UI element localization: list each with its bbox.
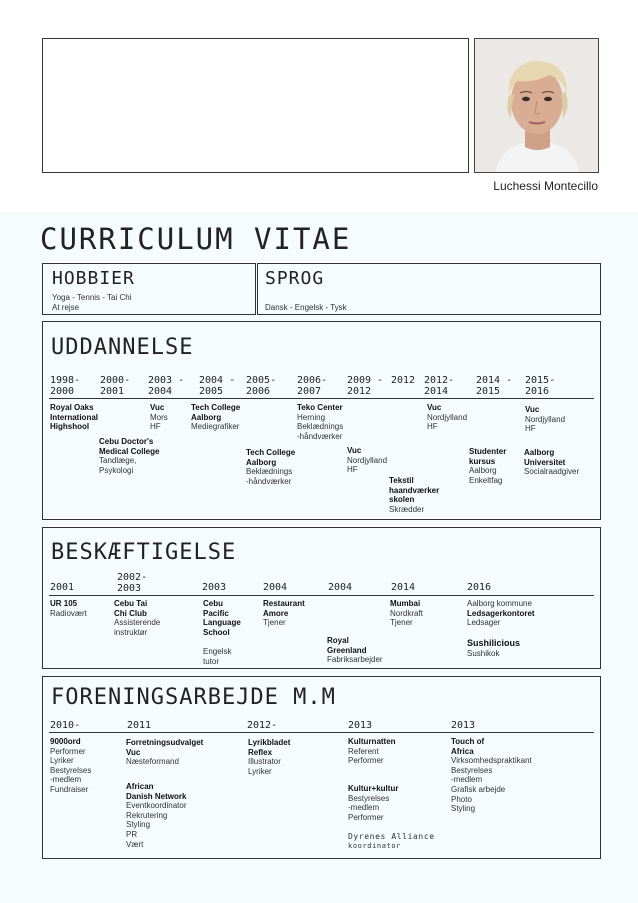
entry-detail: Radiovært <box>50 608 87 618</box>
timeline-rule <box>49 595 594 596</box>
year-label: 2003 - 2004 <box>148 375 185 397</box>
entry-employer: Royal Greenland <box>327 636 367 655</box>
year-label: 2012- 2014 <box>424 375 455 397</box>
education-entry <box>525 405 565 434</box>
year-label: 2016 <box>467 582 492 593</box>
education-entry <box>50 403 98 432</box>
association-entry <box>50 737 91 795</box>
entry-organization: Touch of Africa <box>451 737 485 756</box>
association-entry <box>348 784 398 822</box>
entry-institution: Vuc <box>525 405 540 414</box>
entry-detail: Performer <box>50 746 86 756</box>
entry-detail: Fundraiser <box>50 784 89 794</box>
year-label: 2010- <box>50 720 81 731</box>
employment-entry <box>467 599 535 628</box>
employment-entry <box>114 599 160 637</box>
entry-detail: Grafisk arbejde <box>451 784 506 794</box>
education-entry <box>150 403 168 432</box>
entry-detail: Sushikok <box>467 648 500 658</box>
year-label: 2013 <box>451 720 476 731</box>
entry-organization: 9000ord <box>50 737 81 746</box>
association-entry <box>126 738 203 767</box>
entry-institution: Teko Center <box>297 403 343 412</box>
languages-section <box>257 263 601 315</box>
languages-title: SPROG <box>265 268 325 289</box>
entry-detail: -håndværker <box>246 476 292 486</box>
entry-organization: Kultur+kultur <box>348 784 399 793</box>
entry-detail: Photo <box>451 794 472 804</box>
entry-institution: Vuc <box>427 403 442 412</box>
entry-employer: UR 105 <box>50 599 78 608</box>
year-label: 2014 <box>391 582 416 593</box>
entry-detail: -håndværker <box>297 431 343 441</box>
entry-detail: Tjener <box>390 618 413 628</box>
entry-detail: -medlem <box>451 775 483 785</box>
entry-institution: Tekstil haandværker skolen <box>389 476 440 505</box>
entry-detail: Referent <box>348 746 379 756</box>
entry-detail: Assisterende <box>114 618 161 628</box>
education-entry <box>524 448 579 477</box>
entry-organization: Forretningsudvalget Vuc <box>126 738 204 757</box>
employment-entry <box>467 639 520 658</box>
entry-detail: -medlem <box>348 803 380 813</box>
education-entry <box>297 403 343 441</box>
employment-entry <box>50 599 87 618</box>
year-label: 2012 <box>391 375 416 386</box>
entry-organization: Kulturnatten <box>348 737 396 746</box>
associations-section <box>42 676 601 859</box>
entry-detail: Beklædnings <box>297 422 344 432</box>
year-label: 2002- 2003 <box>117 572 148 594</box>
entry-detail: Eventkoordinator <box>126 801 187 811</box>
entry-detail <box>203 637 241 647</box>
year-label: 2005- 2006 <box>246 375 277 397</box>
employment-entry <box>327 636 383 665</box>
associations-title: FORENINGSARBEJDE M.M <box>51 685 336 710</box>
entry-detail: Herning <box>297 412 326 422</box>
entry-detail: Nordkraft <box>390 608 423 618</box>
entry-detail: Ledsager <box>467 618 501 628</box>
entry-institution: Vuc <box>150 403 165 412</box>
education-entry <box>469 447 506 485</box>
entry-detail: HF <box>347 465 358 475</box>
year-label: 2011 <box>127 720 152 731</box>
education-entry <box>246 448 295 486</box>
employment-title: BESKÆFTIGELSE <box>51 540 237 565</box>
entry-detail: Engelsk <box>203 646 232 656</box>
association-entry <box>248 738 290 776</box>
association-entry <box>451 737 532 814</box>
entry-detail: Performer <box>348 756 384 766</box>
entry-detail: Styling <box>126 820 151 830</box>
year-label: 2014 - 2015 <box>476 375 513 397</box>
year-label: 2000- 2001 <box>100 375 131 397</box>
association-entry <box>348 832 435 851</box>
entry-employer: Mumbai <box>390 599 421 608</box>
year-label: 2004 <box>328 582 353 593</box>
entry-institution: Tech College Aalborg <box>191 403 241 422</box>
entry-detail: Tandlæge, <box>99 456 137 466</box>
entry-institution: Vuc <box>347 446 362 455</box>
year-label: 2006- 2007 <box>297 375 328 397</box>
year-label: 2004 <box>263 582 288 593</box>
entry-detail: Næsteformand <box>126 757 179 767</box>
header-image-frame <box>42 38 469 173</box>
entry-detail: Mediegrafiker <box>191 422 240 432</box>
year-label: 1998- 2000 <box>50 375 81 397</box>
year-label: 2001 <box>50 582 75 593</box>
entry-employer: Ledsagerkontoret <box>467 608 535 618</box>
education-entry <box>427 403 467 432</box>
entry-employer: Restaurant Amore <box>263 599 305 618</box>
entry-institution: Tech College Aalborg <box>246 448 296 467</box>
person-name: Luchessi Montecillo <box>493 179 598 193</box>
entry-detail: Virksomhedspraktikant <box>451 756 532 766</box>
entry-detail: Tjener <box>263 618 286 628</box>
education-entry <box>347 446 387 475</box>
entry-detail: Lyriker <box>248 766 272 776</box>
entry-organization: African Danish Network <box>126 782 187 801</box>
entry-detail: instruktør <box>114 627 148 637</box>
entry-detail: Enkeltfag <box>469 475 503 485</box>
association-entry <box>348 737 396 766</box>
page-title: CURRICULUM VITAE <box>40 222 352 256</box>
entry-detail: Dyrenes Alliance <box>348 832 435 841</box>
hobbies-section <box>42 263 256 315</box>
portrait-photo <box>474 38 599 173</box>
education-entry <box>99 437 159 475</box>
entry-detail: Lyriker <box>50 756 74 766</box>
entry-detail: tutor <box>203 656 220 666</box>
entry-detail: Nordjylland <box>427 412 468 422</box>
entry-detail: Rekrutering <box>126 810 168 820</box>
entry-detail: Bestyrelses <box>348 793 390 803</box>
education-title: UDDANNELSE <box>51 335 194 360</box>
education-entry <box>389 476 439 514</box>
hobbies-line: Yoga - Tennis - Tai Chi <box>52 293 132 302</box>
entry-detail: Aalborg kommune <box>467 599 532 608</box>
timeline-rule <box>49 732 594 733</box>
year-label: 2015- 2016 <box>525 375 556 397</box>
languages-line: Dansk - Engelsk - Tysk <box>265 303 347 312</box>
entry-institution: Royal Oaks International Highshool <box>50 403 99 432</box>
entry-detail: HF <box>525 424 536 434</box>
year-label: 2012- <box>247 720 278 731</box>
entry-detail: Illustrator <box>248 757 281 767</box>
education-section <box>42 321 601 520</box>
entry-detail: Styling <box>451 804 476 814</box>
entry-detail: HF <box>150 422 161 432</box>
entry-institution: Cebu Doctor's Medical College <box>99 437 160 456</box>
employment-section <box>42 527 601 669</box>
entry-institution: Aalborg Universitet <box>524 448 566 467</box>
employment-entry <box>390 599 423 628</box>
year-label: 2003 <box>202 582 227 593</box>
year-label: 2009 - 2012 <box>347 375 384 397</box>
entry-detail: HF <box>427 422 438 432</box>
entry-detail: Socialraadgiver <box>524 467 580 477</box>
entry-detail: Skrædder <box>389 504 425 514</box>
employment-entry <box>263 599 305 628</box>
entry-detail: PR <box>126 829 138 839</box>
entry-detail: Mors <box>150 412 168 422</box>
entry-detail: Performer <box>348 812 384 822</box>
education-entry <box>191 403 240 432</box>
entry-institution: Studenter kursus <box>469 447 507 466</box>
timeline-rule <box>49 398 594 399</box>
association-entry <box>126 782 186 849</box>
entry-detail: Fabriksarbejder <box>327 655 383 665</box>
entry-employer: Sushilicious <box>467 638 521 648</box>
entry-detail: Nordjylland <box>525 414 566 424</box>
entry-detail: Aalborg <box>469 466 497 476</box>
year-label: 2004 - 2005 <box>199 375 236 397</box>
entry-detail: Bestyrelses <box>50 765 92 775</box>
entry-detail: Vært <box>126 839 144 849</box>
entry-organization: Lyrikbladet Reflex <box>248 738 291 757</box>
entry-employer: Cebu Pacific Language School <box>203 599 241 637</box>
hobbies-line: At rejse <box>52 303 80 312</box>
year-label: 2013 <box>348 720 373 731</box>
entry-detail: Beklædnings <box>246 467 293 477</box>
entry-detail: Psykologi <box>99 465 134 475</box>
entry-employer: Cebu Tai Chi Club <box>114 599 148 618</box>
hobbies-title: HOBBIER <box>52 268 135 289</box>
entry-detail: Nordjylland <box>347 455 388 465</box>
entry-detail: -medlem <box>50 775 82 785</box>
employment-entry <box>203 599 241 666</box>
entry-detail: Bestyrelses <box>451 765 493 775</box>
entry-detail: koordinator <box>348 841 401 850</box>
